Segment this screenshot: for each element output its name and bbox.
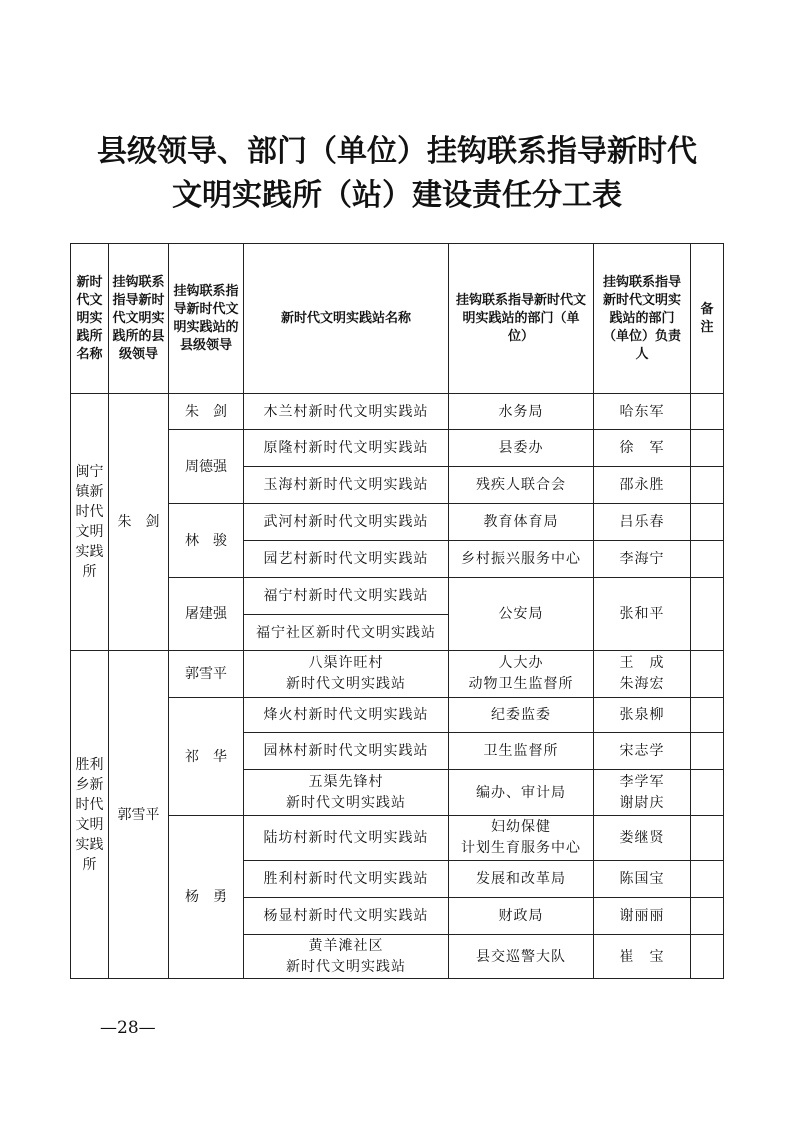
station-leader-cell: 郭雪平: [169, 651, 244, 698]
station-name-cell: [244, 651, 449, 698]
table-row: [71, 698, 724, 733]
dept-cell: 发展和改革局: [449, 861, 594, 898]
station-name-line: 黄羊滩社区: [308, 937, 384, 954]
dept-cell: [449, 816, 594, 861]
header-row: [71, 244, 724, 394]
dept-head-cell: 张和平: [594, 578, 691, 651]
dept-cell: 县委办: [449, 430, 594, 467]
station-leader-cell: 林 骏: [169, 504, 244, 578]
remarks-cell: [691, 733, 724, 770]
suo-name-cell: 闽宁镇新时代文明实践所: [71, 394, 109, 651]
station-name-cell: [244, 770, 449, 816]
suo-leader-cell: 郭雪平: [109, 651, 169, 979]
station-name-cell: 园艺村新时代文明实践站: [244, 541, 449, 578]
remarks-cell: [691, 698, 724, 733]
dept-line: 计划生育服务中心: [461, 840, 581, 856]
header-station-name: 新时代文明实践站名称: [244, 244, 449, 394]
dept-line: 人大办: [498, 655, 544, 671]
station-leader-cell: 朱 剑: [169, 394, 244, 430]
dept-cell: 水务局: [449, 394, 594, 430]
dept-head-cell: 崔 宝: [594, 935, 691, 979]
dept-cell: 残疾人联合会: [449, 467, 594, 504]
table-row: [71, 578, 724, 615]
remarks-cell: [691, 504, 724, 541]
dept-head-line: 李学军: [619, 773, 665, 790]
dept-head-line: 谢尉庆: [619, 794, 665, 811]
header-suo-name: 新时代文明实践所名称: [71, 244, 109, 394]
dept-cell: 县交巡警大队: [449, 935, 594, 979]
station-leader-cell: 祁 华: [169, 698, 244, 816]
station-name-cell: 原隆村新时代文明实践站: [244, 430, 449, 467]
table-row: [71, 504, 724, 541]
header-remarks: 备注: [691, 244, 724, 394]
station-name-line: 五渠先锋村: [308, 773, 384, 790]
station-leader-cell: 杨 勇: [169, 816, 244, 979]
dept-head-cell: 徐 军: [594, 430, 691, 467]
page-number: —28—: [100, 1018, 156, 1038]
station-name-cell: 福宁社区新时代文明实践站: [244, 615, 449, 651]
station-leader-cell: 屠建强: [169, 578, 244, 651]
station-leader-cell: 周德强: [169, 430, 244, 504]
remarks-cell: [691, 651, 724, 698]
remarks-cell: [691, 898, 724, 935]
station-name-line: 八渠许旺村: [308, 655, 384, 671]
remarks-cell: [691, 816, 724, 861]
remarks-cell: [691, 935, 724, 979]
dept-head-cell: 谢丽丽: [594, 898, 691, 935]
station-name-line: 新时代文明实践站: [286, 794, 406, 811]
dept-head-cell: [594, 770, 691, 816]
document-title: [0, 130, 794, 218]
dept-head-cell: [594, 651, 691, 698]
title-line-2: 文明实践所（站）建设责任分工表: [172, 178, 622, 213]
remarks-cell: [691, 430, 724, 467]
station-name-cell: 陆坊村新时代文明实践站: [244, 816, 449, 861]
remarks-cell: [691, 578, 724, 651]
station-name-cell: 木兰村新时代文明实践站: [244, 394, 449, 430]
station-name-cell: [244, 935, 449, 979]
dept-cell: 纪委监委: [449, 698, 594, 733]
title-line-1: 县级领导、部门（单位）挂钩联系指导新时代: [97, 134, 697, 169]
dept-head-cell: 邵永胜: [594, 467, 691, 504]
dept-head-cell: 哈东军: [594, 394, 691, 430]
dept-head-cell: 陈国宝: [594, 861, 691, 898]
dept-cell: 财政局: [449, 898, 594, 935]
dept-head-cell: 吕乐春: [594, 504, 691, 541]
station-name-cell: 胜利村新时代文明实践站: [244, 861, 449, 898]
suo-leader-cell: 朱 剑: [109, 394, 169, 651]
station-name-cell: 烽火村新时代文明实践站: [244, 698, 449, 733]
dept-head-line: 王 成: [619, 655, 665, 671]
dept-head-cell: 张泉柳: [594, 698, 691, 733]
dept-head-cell: 娄继贤: [594, 816, 691, 861]
station-name-cell: 福宁村新时代文明实践站: [244, 578, 449, 615]
station-name-cell: 杨显村新时代文明实践站: [244, 898, 449, 935]
responsibility-table: [70, 243, 724, 979]
station-name-cell: 园林村新时代文明实践站: [244, 733, 449, 770]
remarks-cell: [691, 467, 724, 504]
dept-cell: 教育体育局: [449, 504, 594, 541]
header-dept-head: 挂钩联系指导新时代文明实践站的部门（单位）负责人: [594, 244, 691, 394]
suo-name-cell: 胜利乡新时代文明实践所: [71, 651, 109, 979]
dept-cell: 编办、审计局: [449, 770, 594, 816]
dept-line: 妇幼保健: [491, 819, 551, 835]
dept-cell: 乡村振兴服务中心: [449, 541, 594, 578]
header-station-leader: 挂钩联系指导新时代文明实践站的县级领导: [169, 244, 244, 394]
station-name-cell: 武河村新时代文明实践站: [244, 504, 449, 541]
dept-cell: 卫生监督所: [449, 733, 594, 770]
station-name-cell: 玉海村新时代文明实践站: [244, 467, 449, 504]
remarks-cell: [691, 394, 724, 430]
dept-cell: [449, 651, 594, 698]
table-row: [71, 651, 724, 698]
dept-head-line: 朱海宏: [619, 676, 665, 692]
table-row: [71, 430, 724, 467]
dept-line: 动物卫生监督所: [468, 676, 574, 692]
header-suo-leader: 挂钩联系指导新时代文明实践所的县级领导: [109, 244, 169, 394]
station-name-line: 新时代文明实践站: [286, 958, 406, 975]
table-row: [71, 816, 724, 861]
table-row: [71, 394, 724, 430]
remarks-cell: [691, 541, 724, 578]
remarks-cell: [691, 861, 724, 898]
dept-head-cell: 李海宁: [594, 541, 691, 578]
remarks-cell: [691, 770, 724, 816]
station-name-line: 新时代文明实践站: [286, 676, 406, 692]
dept-head-cell: 宋志学: [594, 733, 691, 770]
header-dept: 挂钩联系指导新时代文明实践站的部门（单位）: [449, 244, 594, 394]
dept-cell: 公安局: [449, 578, 594, 651]
